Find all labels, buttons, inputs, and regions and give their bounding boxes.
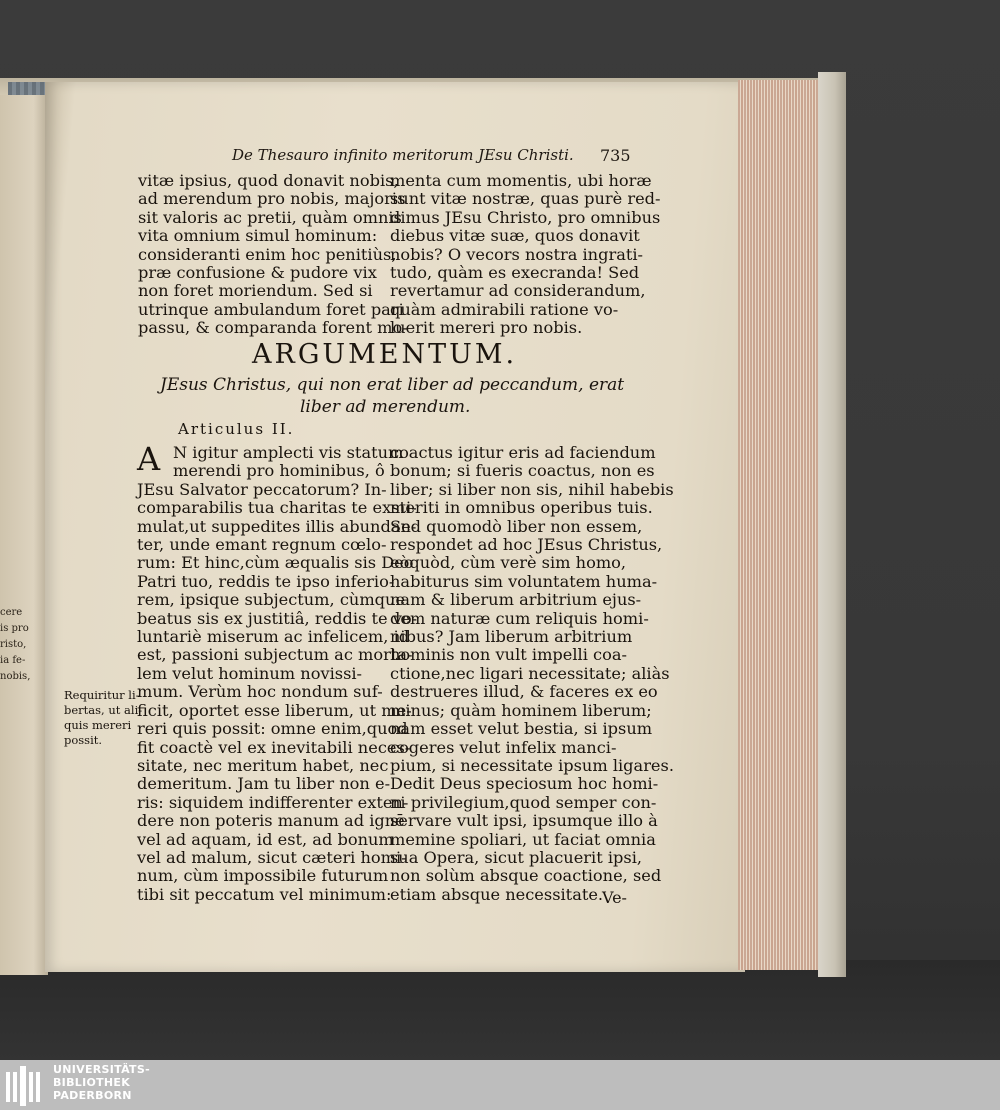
fragment-line: risto, bbox=[0, 639, 27, 650]
text-line: quàm admirabili ratione vo- bbox=[390, 299, 619, 319]
text-line: menta cum momentis, ubi horæ bbox=[390, 171, 652, 190]
text-line: ctione,nec ligari necessitate; aliàs bbox=[390, 663, 670, 683]
text-line: luerit mereri pro nobis. bbox=[390, 318, 583, 338]
text-line: merendi pro hominibus, ô bbox=[173, 461, 385, 481]
text-line: N igitur amplecti vis statum bbox=[173, 443, 404, 462]
text-line: diebus vitæ suæ, quos donavit bbox=[390, 226, 640, 246]
argument-summary bbox=[160, 374, 640, 418]
text-line: dimus JEsu Christo, pro omnibus bbox=[390, 207, 661, 227]
margin-note-line: bertas, ut ali- bbox=[64, 703, 143, 717]
section-heading: ARGUMENTUM. bbox=[252, 339, 518, 370]
text-line: vel ad malum, sicut cæteri homi- bbox=[137, 847, 407, 867]
text-line: hominis non vult impelli coa- bbox=[390, 645, 627, 665]
text-line: est, passioni subjectum ac morta- bbox=[137, 645, 413, 665]
text-line: ad merendum pro nobis, majoris bbox=[138, 189, 406, 209]
text-line: ris: siquidem indifferenter exten- bbox=[137, 792, 409, 812]
text-line: habiturus sim voluntatem huma- bbox=[390, 571, 658, 591]
text-line: consideranti enim hoc penitiùs, bbox=[138, 244, 397, 264]
text-line: fit coactè vel ex inevitabili neces- bbox=[137, 737, 411, 757]
text-line: respondet ad hoc JEsus Christus, bbox=[390, 535, 663, 555]
text-line: sit valoris ac pretii, quàm omnis bbox=[138, 207, 402, 227]
drop-cap: A bbox=[137, 440, 161, 478]
text-line: sunt vitæ nostræ, quas purè red- bbox=[390, 189, 661, 209]
text-line: tudo, quàm es execranda! Sed bbox=[390, 263, 640, 283]
text-line: vita omnium simul hominum: bbox=[138, 226, 378, 246]
text-line: mulat,ut suppedites illis abundan- bbox=[137, 516, 417, 536]
text-line: nobis? O vecors nostra ingrati- bbox=[390, 244, 644, 264]
text-line: Sed quomodò liber non essem, bbox=[390, 516, 643, 536]
library-name-line: UNIVERSITÄTS- bbox=[53, 1063, 150, 1076]
margin-note-line: Requiritur li- bbox=[64, 688, 140, 702]
text-line: passu, & comparanda forent mo- bbox=[138, 318, 408, 338]
text-line: minus; quàm hominem liberum; bbox=[390, 700, 652, 720]
text-line: utrinque ambulandum foret pari bbox=[138, 299, 404, 319]
article-heading: Articulus II. bbox=[178, 420, 295, 438]
text-line: dere non poteris manum ad ignē bbox=[137, 811, 405, 831]
text-line: nibus? Jam liberum arbitrium bbox=[390, 627, 633, 647]
text-line: pium, si necessitate ipsum ligares. bbox=[390, 755, 674, 775]
text-line: nam esset velut bestia, si ipsum bbox=[390, 719, 653, 739]
text-line: præ confusione & pudore vix bbox=[138, 263, 377, 283]
text-line: rum: Et hinc,cùm æqualis sis Deo bbox=[137, 553, 414, 573]
text-line: JEsu Salvator peccatorum? In- bbox=[137, 479, 387, 499]
text-line: dem naturæ cum reliquis homi- bbox=[390, 608, 649, 628]
table-shadow bbox=[0, 960, 1000, 1060]
running-head: De Thesauro infinito meritorum JEsu Christi. bbox=[232, 146, 574, 164]
fragment-line: nobis, bbox=[0, 671, 31, 682]
text-line: num, cùm impossibile futurum bbox=[137, 866, 389, 886]
text-line: non solùm absque coactione, sed bbox=[390, 866, 662, 886]
summary-line: liber ad merendum. bbox=[300, 397, 471, 417]
text-line: servare vult ipsi, ipsumque illo à bbox=[390, 811, 658, 831]
text-line: cogeres velut infelix manci- bbox=[390, 737, 617, 757]
text-line: vel ad aquam, id est, ad bonum bbox=[137, 829, 394, 849]
left-page-edge bbox=[0, 95, 48, 975]
text-line: luntariè miserum ac infelicem, id bbox=[137, 627, 410, 647]
fragment-line: cere bbox=[0, 607, 23, 618]
top-right-column bbox=[390, 171, 661, 338]
catchword: Ve- bbox=[602, 888, 627, 907]
body-left-column bbox=[137, 440, 418, 904]
text-line: ter, unde emant regnum cœlo- bbox=[137, 535, 387, 555]
text-line: bonum; si fueris coactus, non es bbox=[390, 461, 655, 481]
text-line: sitate, nec meritum habet, nec bbox=[137, 755, 389, 775]
text-line: tibi sit peccatum vel minimum: bbox=[137, 884, 392, 904]
fragment-line: ia fe- bbox=[0, 655, 26, 666]
text-line: coactus igitur eris ad faciendum bbox=[390, 443, 656, 462]
library-name-line: BIBLIOTHEK bbox=[53, 1076, 131, 1089]
text-line: demeritum. Jam tu liber non e- bbox=[137, 774, 391, 794]
body-right-column bbox=[390, 443, 674, 904]
text-line: ficit, oportet esse liberum, ut me- bbox=[137, 700, 412, 720]
text-line: reri quis possit: omne enim,quod bbox=[137, 719, 408, 739]
text-line: revertamur ad considerandum, bbox=[390, 281, 646, 301]
top-left-column bbox=[138, 171, 408, 338]
fragment-line: is pro bbox=[0, 623, 29, 634]
library-logo-icon bbox=[6, 1066, 44, 1106]
page-fore-edge bbox=[738, 80, 828, 970]
text-line: ni privilegium,quod semper con- bbox=[390, 792, 657, 812]
text-line: rem, ipsique subjectum, cùmque bbox=[137, 590, 406, 610]
text-line: beatus sis ex justitiâ, reddis te vo- bbox=[137, 608, 418, 628]
text-line: nam & liberum arbitrium ejus- bbox=[390, 590, 642, 610]
text-line: lem velut hominum novissi- bbox=[137, 663, 363, 683]
margin-note-line: possit. bbox=[64, 733, 103, 747]
summary-line: JEsus Christus, qui non erat liber ad peccandum, erat bbox=[160, 375, 625, 395]
text-line: Dedit Deus speciosum hoc homi- bbox=[390, 774, 659, 794]
text-line: eòquòd, cùm verè sim homo, bbox=[390, 553, 627, 573]
margin-note-line: quis mereri bbox=[64, 718, 132, 732]
library-name bbox=[53, 1063, 150, 1102]
text-line: Patri tuo, reddis te ipso inferio- bbox=[137, 571, 395, 591]
text-line: non foret moriendum. Sed si bbox=[138, 281, 373, 301]
text-line: meriti in omnibus operibus tuis. bbox=[390, 498, 653, 518]
text-line: memine spoliari, ut faciat omnia bbox=[390, 829, 656, 849]
text-line: sua Opera, sicut placuerit ipsi, bbox=[390, 847, 643, 867]
footer-bar bbox=[0, 1060, 1000, 1110]
text-line: vitæ ipsius, quod donavit nobis, bbox=[138, 171, 399, 190]
library-name-line: PADERBORN bbox=[53, 1089, 132, 1102]
text-line: mum. Verùm hoc nondum suf- bbox=[137, 682, 383, 702]
left-page-fragment-text bbox=[0, 605, 30, 685]
text-line: liber; si liber non sis, nihil habebis bbox=[390, 479, 674, 499]
text-line: comparabilis tua charitas te exsti- bbox=[137, 498, 417, 518]
page-number: 735 bbox=[600, 146, 631, 165]
book-cover-edge bbox=[818, 72, 846, 977]
text-line: destrueres illud, & faceres ex eo bbox=[390, 682, 658, 702]
margin-note bbox=[64, 688, 144, 748]
text-line: etiam absque necessitate. bbox=[390, 884, 604, 904]
